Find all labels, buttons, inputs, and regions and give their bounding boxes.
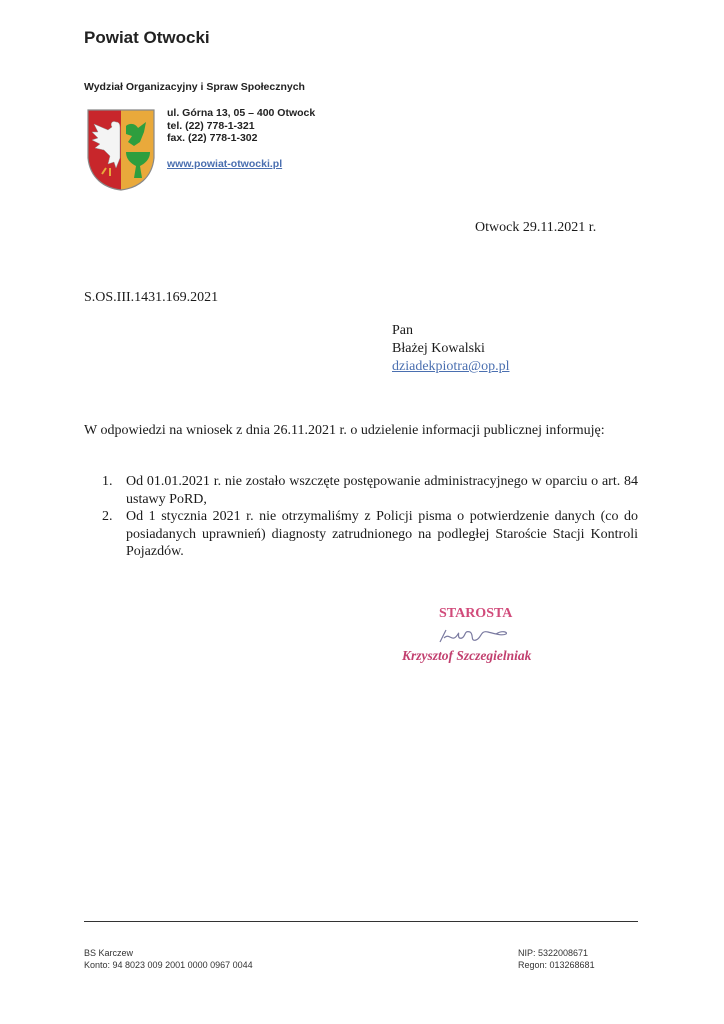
coat-of-arms-icon: [86, 108, 156, 192]
signature-title: STAROSTA: [439, 606, 513, 621]
footer-divider: [84, 921, 638, 922]
recipient-email-link[interactable]: dziadekpiotra@op.pl: [392, 359, 510, 374]
bank-account: Konto: 94 8023 009 2001 0000 0967 0044: [84, 960, 253, 970]
recipient-salutation: Pan: [392, 323, 413, 338]
reference-number: S.OS.III.1431.169.2021: [84, 290, 219, 305]
list-item: [102, 473, 638, 508]
footer-tax-info: [518, 947, 595, 971]
answer-list: [102, 473, 638, 561]
signatory-name: Krzysztof Szczegielniak: [402, 648, 532, 663]
office-address-block: [167, 107, 315, 145]
street-address: ul. Górna 13, 05 – 400 Otwock: [167, 107, 316, 119]
list-item-number: 1.: [102, 474, 113, 489]
list-item: [102, 508, 638, 561]
office-title: Powiat Otwocki: [84, 28, 210, 47]
handwritten-signature: [436, 624, 516, 648]
website-link[interactable]: www.powiat-otwocki.pl: [167, 158, 283, 170]
fax: fax. (22) 778-1-302: [167, 132, 258, 144]
recipient-name: Błażej Kowalski: [392, 341, 485, 356]
list-item-text: Od 1 stycznia 2021 r. nie otrzymaliśmy z Policji pisma o potwierdzenie danych (co do posiadanych uprawnień) diagnosty zatrudnionego na podległej Staroście Stacji Kontroli Pojazdów.: [126, 509, 638, 559]
regon-number: Regon: 013268681: [518, 960, 595, 970]
footer-bank-info: [84, 947, 253, 971]
letter-date: Otwock 29.11.2021 r.: [475, 220, 597, 235]
list-item-number: 2.: [102, 509, 113, 524]
nip-number: NIP: 5322008671: [518, 948, 589, 958]
recipient-block: [392, 322, 509, 376]
telephone: tel. (22) 778-1-321: [167, 119, 255, 132]
bank-name: BS Karczew: [84, 948, 134, 958]
list-item-text: Od 01.01.2021 r. nie zostało wszczęte postępowanie administracyjnego w oparciu o art. 84 ustawy PoRD,: [126, 474, 638, 507]
intro-paragraph: W odpowiedzi na wniosek z dnia 26.11.2021 r. o udzielenie informacji publicznej informuję:: [84, 423, 605, 438]
department-name: Wydział Organizacyjny i Spraw Społecznych: [84, 81, 305, 93]
